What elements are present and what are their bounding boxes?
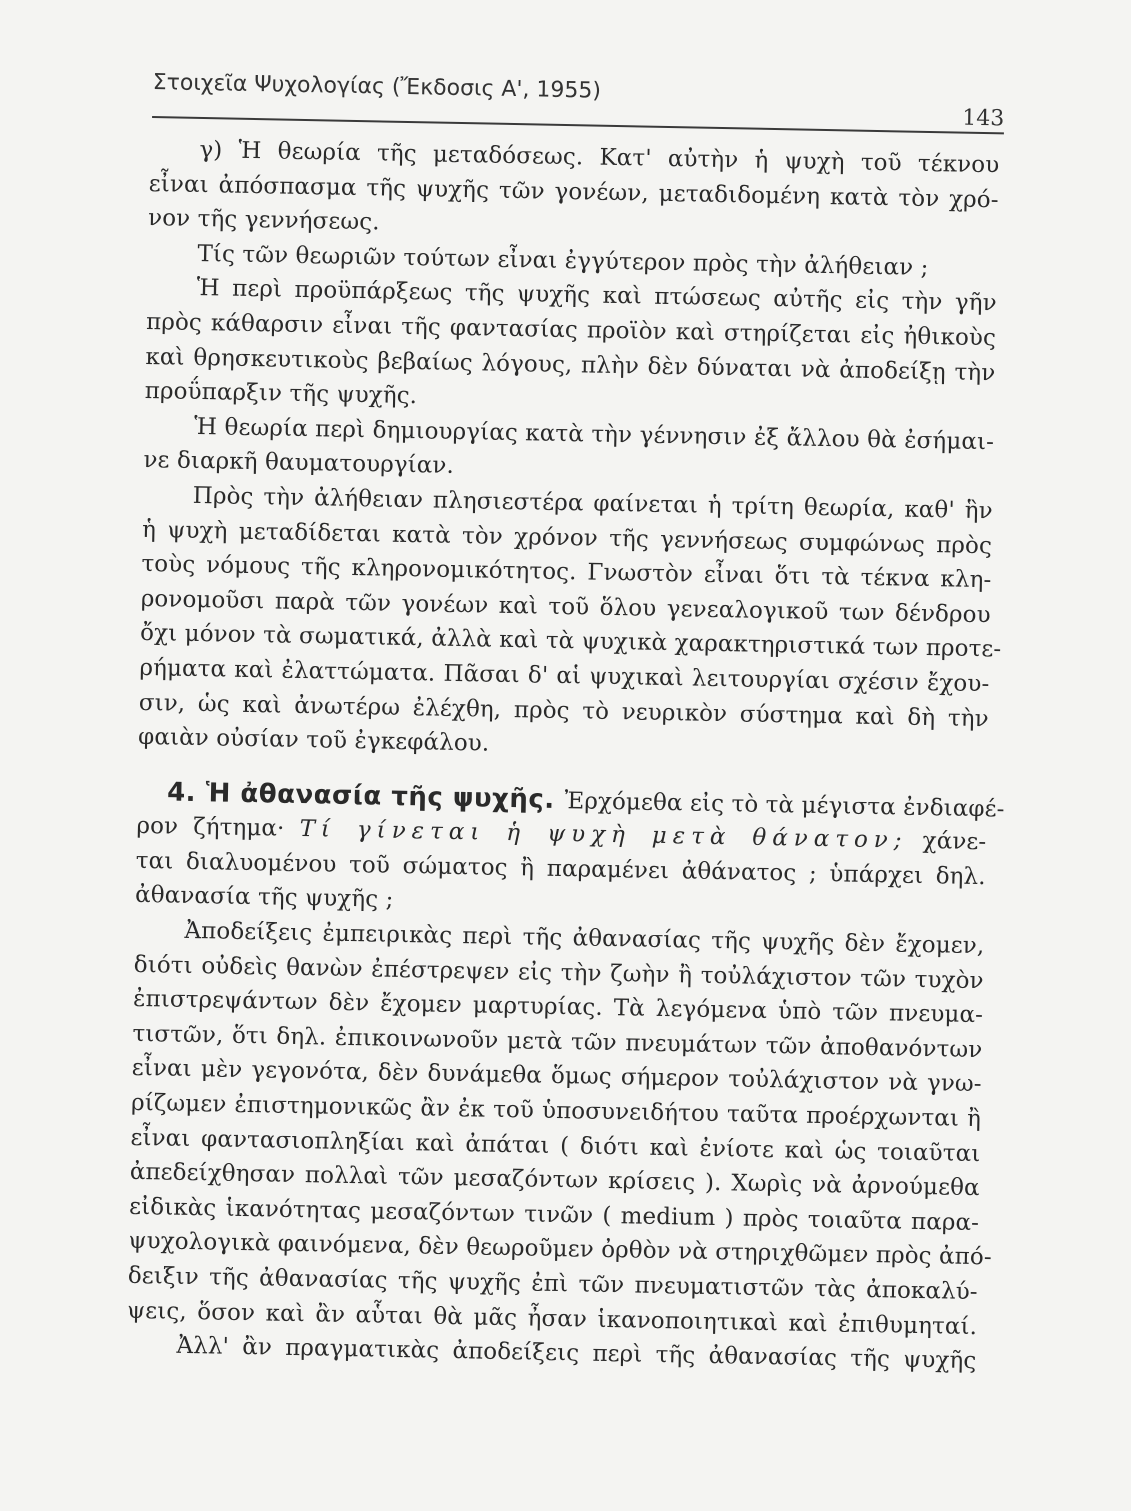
text-line: τιστῶν, ὅτι δηλ. ἐπικοινωνοῦν μετὰ τῶν πνευμάτων τῶν ἀποθανόντων <box>132 1020 983 1064</box>
text-line: Πρὸς τὴν ἀλήθειαν πλησιεστέρα φαίνεται ἡ τρίτη θεωρία, καθ' ἣν <box>192 482 993 525</box>
text-line: ρήματα καὶ ἐλαττώματα. Πᾶσαι δ' αἱ ψυχικαὶ λειτουργίαι σχέσιν ἔχου- <box>139 654 990 698</box>
text-line: ψεις, ὅσον καὶ ἂν αὗται θὰ μᾶς ἦσαν ἱκανοποιητικαὶ καὶ ἐπιθυμηταί. <box>126 1297 978 1340</box>
text-line: Ἡ θεωρία περὶ δημιουργίας κατὰ τὴν γέννησιν ἐξ ἄλλου θὰ ἐσήμαι- <box>193 413 995 456</box>
question-lead: ρον ζήτημα· <box>136 813 285 843</box>
text-line: νον τῆς γεννήσεως. <box>147 205 380 236</box>
text-line: καὶ θρησκευτικοὺς βεβαίως λόγους, πλὴν δὲν δύναται νὰ ἀποδείξῃ τὴν <box>145 343 996 386</box>
text-line: ρονομοῦσι παρὰ τῶν γονέων καὶ τοῦ ὅλου γενεαλογικοῦ των δένδρου <box>140 585 991 628</box>
text-line: Ἡ περὶ προϋπάρξεως τῆς ψυχῆς καὶ πτώσεως αὐτῆς εἰς τὴν γῆν <box>196 275 997 317</box>
question-tail: χάνε- <box>922 828 987 856</box>
text-line: εἶναι φαντασιοπληξίαι καὶ ἀπάται ( διότι καὶ ἐνίοτε καὶ ὡς τοιαῦται <box>130 1124 981 1167</box>
text-line: πρὸς κάθαρσιν εἶναι τῆς φαντασίας προϊὸν καὶ στηρίζεται εἰς ἠθικοὺς <box>145 308 997 352</box>
text-line: σιν, ὡς καὶ ἀνωτέρω ἐλέχθη, πρὸς τὸ νευρικὸν σύστημα καὶ δὴ τὴν <box>138 689 989 732</box>
page-header <box>152 70 1005 134</box>
text-line: τοὺς νόμους τῆς κληρονομικότητος. Γνωστὸν εἶναι ὅτι τὰ τέκνα κλη- <box>141 551 992 594</box>
text-line: Ἀποδείξεις ἐμπειρικὰς περὶ τῆς ἀθανασίας τῆς ψυχῆς δὲν ἔχομεν, <box>184 917 985 960</box>
text-line: ἀθανασία τῆς ψυχῆς ; <box>134 882 394 914</box>
section-lead-text: Ἐρχόμεθα εἰς τὸ τὰ μέγιστα ἐνδιαφέ- <box>564 787 1005 823</box>
section-title: Ἡ ἀθανασία τῆς ψυχῆς. <box>205 777 555 815</box>
page-number: 143 <box>961 105 1005 132</box>
text-line: ἀπεδείχθησαν πολλαὶ τῶν μεσαζόντων κρίσεις ). Χωρὶς νὰ ἀρνούμεθα <box>129 1159 980 1202</box>
text-line: ὄχι μόνον τὰ σωματικά, ἀλλὰ καὶ τὰ ψυχικὰ χαρακτηριστικά των προτε- <box>139 620 1002 663</box>
text-line: εἶναι ἀπόσπασμα τῆς ψυχῆς τῶν γονέων, μεταδιδομένη κατὰ τὸν χρό- <box>148 170 999 213</box>
text-line: Τίς τῶν θεωριῶν τούτων εἶναι ἐγγύτερον πρὸς τὴν ἀλήθειαν ; <box>197 240 929 281</box>
running-head: Στοιχεῖα Ψυχολογίας (Ἔκδοσις Α', 1955) <box>152 70 602 104</box>
text-line: προΰπαρξιν τῆς ψυχῆς. <box>144 378 418 410</box>
text-line: ρίζωμεν ἐπιστημονικῶς ἂν ἐκ τοῦ ὑποσυνειδήτου ταῦτα προέρχωνται ἢ <box>130 1089 982 1133</box>
text-line: εἰδικὰς ἱκανότητας μεσαζόντων τινῶν ( medium ) πρὸς τοιαῦτα παρα- <box>128 1193 980 1236</box>
section-heading <box>137 777 555 815</box>
text-line: ἡ ψυχὴ μεταδίδεται κατὰ τὸν χρόνον τῆς γεννήσεως συμφώνως πρὸς <box>141 516 993 559</box>
text-line: φαιὰν οὐσίαν τοῦ ἐγκεφάλου. <box>137 723 490 757</box>
text-line: νε διαρκῆ θαυματουργίαν. <box>143 447 455 480</box>
text-line: διότι οὐδεὶς θανὼν ἐπέστρεψεν εἰς τὴν ζωὴν ἢ τοὐλάχιστον τῶν τυχὸν <box>133 951 984 994</box>
text-line: ται διαλυομένου τοῦ σώματος ἢ παραμένει ἀθάνατος ; ὑπάρχει δηλ. <box>135 847 986 891</box>
text-line: εἶναι μὲν γεγονότα, δὲν δυνάμεθα ὅμως σήμερον τοὐλάχιστον νὰ γνω- <box>131 1055 982 1098</box>
body-text <box>126 132 1005 1379</box>
emphasized-question: Τί γίνεται ἡ ψυχὴ μετὰ θάνατον; <box>299 816 908 854</box>
text-line: ψυχολογικὰ φαινόμενα, δὲν θεωροῦμεν ὀρθὸν νὰ στηριχθῶμεν πρὸς ἀπό- <box>128 1228 992 1271</box>
text-line: δειξιν τῆς ἀθανασίας τῆς ψυχῆς ἐπὶ τῶν πνευματιστῶν τὰς ἀποκαλύ- <box>127 1262 978 1306</box>
text-line: Ἀλλ' ἂν πραγματικὰς ἀποδείξεις περὶ τῆς ἀθανασίας τῆς ψυχῆς <box>176 1332 977 1375</box>
section-number: 4. <box>166 777 197 808</box>
text-line: γ) Ἡ θεωρία τῆς μεταδόσεως. Κατ' αὐτὴν ἡ ψυχὴ τοῦ τέκνου <box>199 136 1000 179</box>
text-line: ἐπιστρεψάντων δὲν ἔχομεν μαρτυρίας. Τὰ λεγόμενα ὑπὸ τῶν πνευμα- <box>132 986 984 1029</box>
